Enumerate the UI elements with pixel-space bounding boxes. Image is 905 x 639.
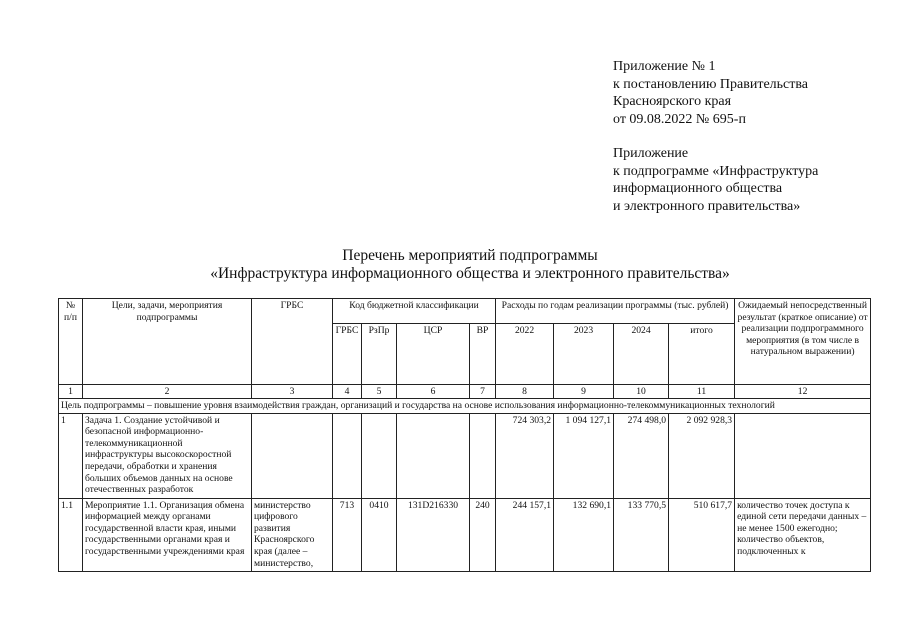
row-grbs-code [333, 413, 362, 498]
header-vr: ВР [470, 324, 496, 385]
appendix-line: к подпрограмме «Инфраструктура [613, 163, 819, 179]
row-grbs-code: 713 [333, 498, 362, 571]
row-2023: 132 690,1 [554, 498, 614, 571]
document-title [0, 247, 905, 283]
header-row-1 [59, 299, 871, 324]
column-number: 5 [362, 385, 397, 399]
row-rzpr: 0410 [362, 498, 397, 571]
row-name: Мероприятие 1.1. Организация обмена информацией между органами государственной власти края, иными государственными органами края и государственными учреждениями края [83, 498, 252, 571]
header-csr: ЦСР [397, 324, 470, 385]
header-budget-code: Код бюджетной классификации [333, 299, 496, 324]
column-number: 10 [614, 385, 669, 399]
appendix-line: Красноярского края [613, 94, 732, 109]
title-line-1: Перечень мероприятий подпрограммы [342, 247, 598, 264]
row-name: Задача 1. Создание устойчивой и безопасной информационно-телекоммуникационной инфраструктуры высокоскоростной передачи, обработки и хранения больших объемов данных на основе отечественных разработок [83, 413, 252, 498]
row-vr [470, 413, 496, 498]
row-2024: 274 498,0 [614, 413, 669, 498]
column-number: 2 [83, 385, 252, 399]
column-number: 11 [669, 385, 735, 399]
row-vr: 240 [470, 498, 496, 571]
header-grbs: ГРБС [252, 299, 333, 385]
column-number: 3 [252, 385, 333, 399]
column-number: 12 [735, 385, 871, 399]
title-line-2: «Инфраструктура информационного общества и электронного правительства» [210, 265, 730, 282]
row-grbs: министерство цифрового развития Красноярского края (далее – министерство, [252, 498, 333, 571]
column-number: 1 [59, 385, 83, 399]
header-2022: 2022 [496, 324, 554, 385]
appendix-block-1 [613, 58, 808, 128]
measures-table [58, 298, 871, 572]
row-rzpr [362, 413, 397, 498]
column-number: 9 [554, 385, 614, 399]
column-number: 6 [397, 385, 470, 399]
subprogram-goal: Цель подпрограммы – повышение уровня взаимодействия граждан, организаций и государства на основе использования информационно-телекоммуникационных технологий [59, 399, 871, 414]
table-row [59, 498, 871, 571]
goal-row [59, 399, 871, 414]
row-result [735, 413, 871, 498]
row-2024: 133 770,5 [614, 498, 669, 571]
appendix-line: Приложение [613, 146, 689, 161]
row-grbs [252, 413, 333, 498]
row-total: 510 617,7 [669, 498, 735, 571]
header-grbs-code: ГРБС [333, 324, 362, 385]
appendix-line: от 09.08.2022 № 695-п [613, 111, 746, 127]
row-num: 1.1 [59, 498, 83, 571]
header-goals: Цели, задачи, мероприятия подпрограммы [83, 299, 252, 385]
column-number: 7 [470, 385, 496, 399]
appendix-block-2 [613, 145, 818, 215]
header-rzpr: РзПр [362, 324, 397, 385]
header-2023: 2023 [554, 324, 614, 385]
appendix-line: к постановлению Правительства [613, 76, 809, 92]
appendix-line: Приложение № 1 [613, 59, 716, 74]
row-result: количество точек доступа к единой сети передачи данных – не менее 1500 ежегодно; количество объектов, подключенных к [735, 498, 871, 571]
header-result: Ожидаемый непосредственный результат (краткое описание) от реализации подпрограммного мероприятия (в том числе в натуральном выражении) [735, 299, 871, 385]
row-num: 1 [59, 413, 83, 498]
row-2023: 1 094 127,1 [554, 413, 614, 498]
row-csr: 131D216330 [397, 498, 470, 571]
row-2022: 244 157,1 [496, 498, 554, 571]
appendix-line: информационного общества [613, 181, 783, 196]
column-number-row [59, 385, 871, 399]
row-csr [397, 413, 470, 498]
row-2022: 724 303,2 [496, 413, 554, 498]
table-row [59, 413, 871, 498]
column-number: 4 [333, 385, 362, 399]
header-total: итого [669, 324, 735, 385]
appendix-line: и электронного правительства» [613, 198, 801, 214]
row-total: 2 092 928,3 [669, 413, 735, 498]
column-number: 8 [496, 385, 554, 399]
header-2024: 2024 [614, 324, 669, 385]
header-num: № п/п [59, 299, 83, 385]
header-expenses: Расходы по годам реализации программы (тыс. рублей) [496, 299, 735, 324]
